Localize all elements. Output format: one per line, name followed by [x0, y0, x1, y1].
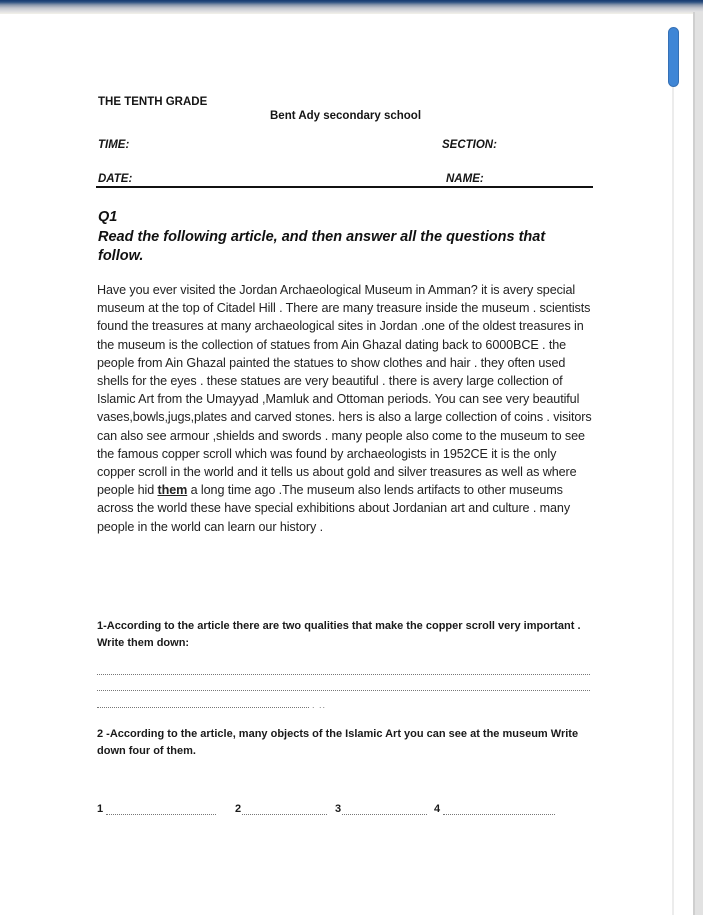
answer-number: 4: [434, 803, 441, 815]
answer-number: 2: [235, 803, 242, 815]
name-label: NAME:: [446, 173, 484, 185]
date-label: DATE:: [98, 173, 133, 185]
answer-blanks-row: [97, 803, 567, 817]
article-emphasized-word: them: [157, 483, 188, 498]
answer-line[interactable]: [97, 674, 590, 675]
answer-blank-2[interactable]: [235, 803, 327, 815]
answer-line[interactable]: [97, 690, 590, 691]
article-text-part-1: Have you ever visited the Jordan Archaeological Museum in Amman? it is avery special museum at the top of Citadel Hill . There are many treasure inside the museum . scientists found the treasures at many archaeological sites in Jordan .one of the oldest treasures in the museum is the collection of statues from Ain Ghazal dating back to 6000BCE . the people from Ain Ghazal painted the statues to show clothes and hair . they often used shells for the eyes . these statues are very beautiful . there is avery large collection of Islamic Art from the Umayyad ,Mamluk and Ottoman periods. You can see very beautiful vases,bowls,jugs,plates and carved stones. hers is also a large collection of coins . visitors can also see armour ,shields and swords . many people also come to the museum to see the famous copper scroll which was found by archaeologists in 1952CE it is the only copper scroll in the world and it tells us about gold and silver treasures as well as where people hid: [97, 283, 592, 498]
answer-line-tail: . ..: [312, 700, 327, 710]
scrollbar-thumb[interactable]: [668, 27, 679, 87]
window-top-bar: [0, 0, 703, 14]
answer-blank-3[interactable]: [335, 803, 427, 815]
answer-blank-1[interactable]: [97, 803, 216, 815]
article-text-part-2: a long time ago .The museum also lends artifacts to other museums across the world these have special exhibitions about Jordanian art and culture . many people in the world can learn our history .: [97, 483, 571, 534]
answer-blank-line[interactable]: [242, 805, 327, 815]
question-1-label: Q1: [98, 209, 118, 225]
answer-blank-line[interactable]: [443, 805, 555, 815]
answer-blank-4[interactable]: [434, 803, 555, 815]
question-1-instruction: Read the following article, and then answer all the questions that follow.: [98, 229, 546, 264]
grade-heading: THE TENTH GRADE: [98, 96, 208, 108]
answer-number: 3: [335, 803, 342, 815]
time-label: TIME:: [98, 139, 130, 151]
school-name: Bent Ady secondary school: [270, 110, 422, 122]
answer-blank-line[interactable]: [106, 805, 216, 815]
header-divider: [96, 186, 593, 188]
scrollbar-track[interactable]: [672, 40, 674, 915]
answer-blank-line[interactable]: [342, 805, 427, 815]
sub-question-2: 2 -According to the article, many objects of the Islamic Art you can see at the museum Write down four of them.: [97, 728, 579, 757]
answer-line[interactable]: [97, 707, 309, 708]
viewer-gutter: [693, 12, 703, 915]
sub-question-1: 1-According to the article there are two qualities that make the copper scroll very important . Write them down:: [97, 620, 581, 649]
reading-article: [97, 281, 597, 536]
answer-number: 1: [97, 803, 104, 815]
section-label: SECTION:: [442, 139, 497, 151]
